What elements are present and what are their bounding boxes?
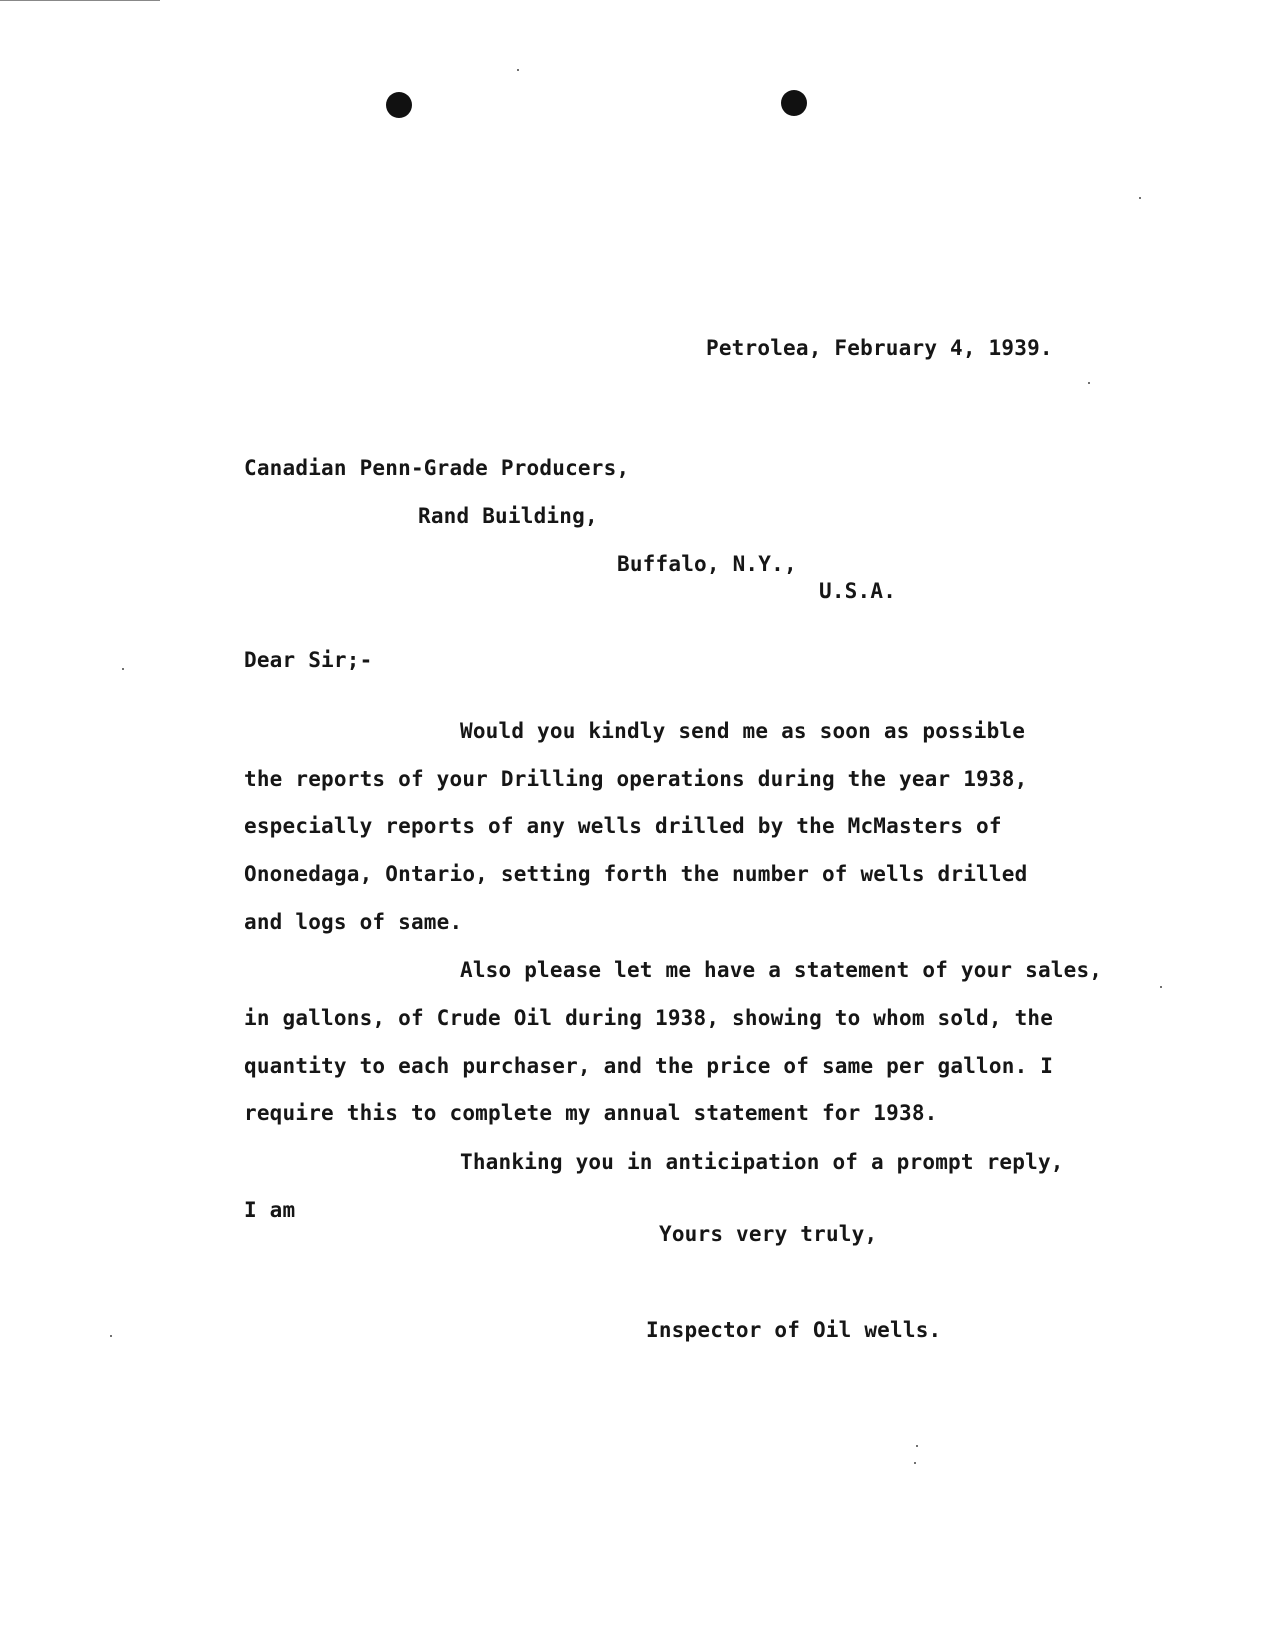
- body-line: especially reports of any wells drilled by the McMasters of: [244, 814, 1002, 838]
- body-line: Thanking you in anticipation of a prompt reply,: [460, 1150, 1064, 1174]
- body-line: and logs of same.: [244, 910, 463, 934]
- addressee-line-4: U.S.A.: [819, 579, 897, 603]
- punch-hole-left: [386, 92, 412, 118]
- addressee-line-1: Canadian Penn-Grade Producers,: [244, 456, 630, 480]
- addressee-line-3: Buffalo, N.Y.,: [617, 552, 797, 576]
- letter-date: Petrolea, February 4, 1939.: [706, 336, 1053, 360]
- salutation: Dear Sir;-: [244, 648, 373, 672]
- body-line: quantity to each purchaser, and the price of same per gallon. I: [244, 1054, 1054, 1078]
- scan-edge-line: [0, 0, 160, 1]
- addressee-line-2: Rand Building,: [418, 504, 598, 528]
- body-line: Also please let me have a statement of your sales,: [460, 958, 1103, 982]
- signature-title: Inspector of Oil wells.: [646, 1318, 942, 1342]
- body-line: the reports of your Drilling operations during the year 1938,: [244, 767, 1028, 791]
- body-line: in gallons, of Crude Oil during 1938, showing to whom sold, the: [244, 1006, 1054, 1030]
- body-line: Ononedaga, Ontario, setting forth the number of wells drilled: [244, 862, 1028, 886]
- body-line: require this to complete my annual statement for 1938.: [244, 1101, 938, 1125]
- punch-hole-right: [781, 90, 807, 116]
- body-line: Would you kindly send me as soon as possible: [460, 719, 1026, 743]
- closing-valediction: Yours very truly,: [659, 1222, 878, 1246]
- closing-i-am: I am: [244, 1198, 296, 1222]
